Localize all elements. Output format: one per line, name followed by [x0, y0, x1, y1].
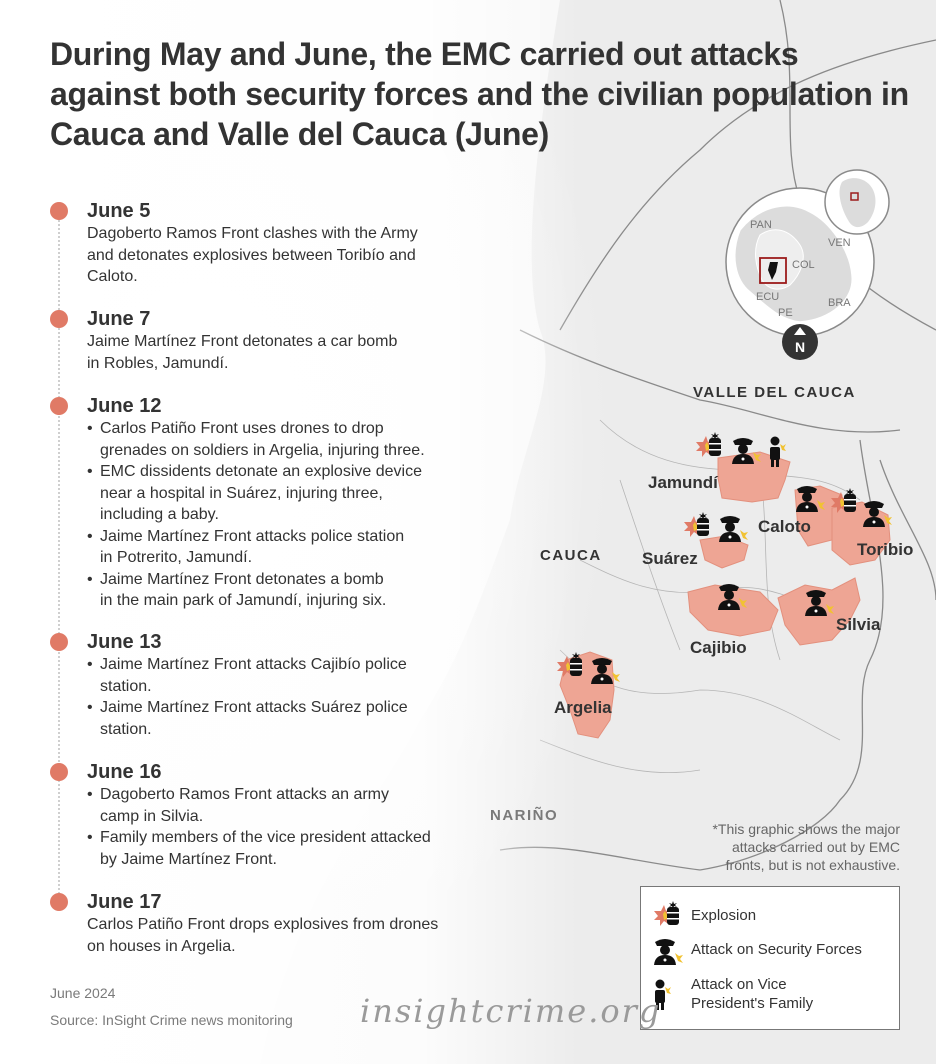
event-date: June 13: [87, 631, 162, 653]
town-label-suarez: Suárez: [642, 549, 698, 568]
legend-label-security: Attack on Security Forces: [691, 941, 862, 958]
locator-label-bra: BRA: [828, 297, 851, 309]
explosion-icon: [653, 901, 683, 929]
footer-source: Source: InSight Crime news monitoring: [50, 1012, 293, 1028]
event-date: June 17: [87, 891, 162, 913]
timeline-dot: [50, 397, 68, 415]
legend-item-explosion: [653, 901, 757, 934]
region-label-cauca: CAUCA: [540, 547, 602, 564]
page-title: During May and June, the EMC carried out attacks against both security forces and the civilian population in Cauca and Valle del Cauca (June): [50, 36, 909, 152]
town-label-jamundi: Jamundí: [648, 473, 718, 492]
event-bullets: [87, 784, 431, 870]
locator-label-pan: PAN: [750, 219, 772, 231]
town-label-caloto: Caloto: [758, 517, 811, 536]
locator-label-pe: PE: [778, 307, 793, 319]
event-date: June 12: [87, 395, 162, 417]
event-bullets: [87, 418, 425, 612]
town-label-cajibio: Cajibio: [690, 638, 747, 657]
event-bullet: • Jaime Martínez Front attacks police station in Potrerito, Jamundí.: [87, 526, 425, 569]
legend-label-explosion: Explosion: [691, 907, 757, 924]
locator-label-ecu: ECU: [756, 291, 780, 303]
footer-date: June 2024: [50, 985, 116, 1001]
event-bullet: • Jaime Martínez Front detonates a bomb in the main park of Jamundí, injuring six.: [87, 569, 425, 612]
timeline-dot: [50, 310, 68, 328]
event-date: June 7: [87, 308, 151, 330]
legend-label-vice: Attack on Vice President's Family: [691, 976, 814, 1012]
locator-label-col: COL: [792, 259, 815, 271]
event-bullets: [87, 654, 408, 740]
timeline-dot: [50, 202, 68, 220]
event-text: Dagoberto Ramos Front clashes with the Army and detonates explosives between Toribío and Caloto.: [87, 225, 418, 285]
town-label-toribio: Toribio: [857, 540, 914, 559]
event-bullet: • EMC dissidents detonate an explosive device near a hospital in Suárez, injuring three, including a baby.: [87, 461, 425, 526]
event-text: Carlos Patiño Front drops explosives from drones on houses in Argelia.: [87, 916, 439, 955]
region-label-narino: NARIÑO: [490, 807, 559, 824]
north-label: N: [794, 339, 806, 355]
timeline-dot: [50, 893, 68, 911]
town-label-argelia: Argelia: [554, 698, 612, 717]
event-bullet: • Carlos Patiño Front uses drones to drop grenades on soldiers in Argelia, injuring three.: [87, 418, 425, 461]
event-bullet: • Jaime Martínez Front attacks Cajibío police station.: [87, 654, 408, 697]
locator-label-ven: VEN: [828, 237, 851, 249]
event-date: June 5: [87, 200, 151, 222]
disclaimer-note: *This graphic shows the major attacks carried out by EMC fronts, but is not exhaustive.: [712, 821, 900, 873]
timeline-dot: [50, 633, 68, 651]
town-label-silvia: Silvia: [836, 615, 881, 634]
brand-watermark: insightcrime.org: [360, 992, 662, 1030]
legend-item-security: [653, 937, 862, 972]
event-text: Jaime Martínez Front detonates a car bomb in Robles, Jamundí.: [87, 333, 398, 372]
legend: [640, 886, 900, 1030]
police-officer-icon: [653, 937, 685, 967]
event-bullet: • Dagoberto Ramos Front attacks an army camp in Silvia.: [87, 784, 431, 827]
timeline-dot: [50, 763, 68, 781]
event-bullet: • Jaime Martínez Front attacks Suárez police station.: [87, 697, 408, 740]
region-label-valle-del-cauca: VALLE DEL CAUCA: [693, 384, 856, 401]
event-bullet: • Family members of the vice president attacked by Jaime Martínez Front.: [87, 827, 431, 870]
event-date: June 16: [87, 761, 162, 783]
